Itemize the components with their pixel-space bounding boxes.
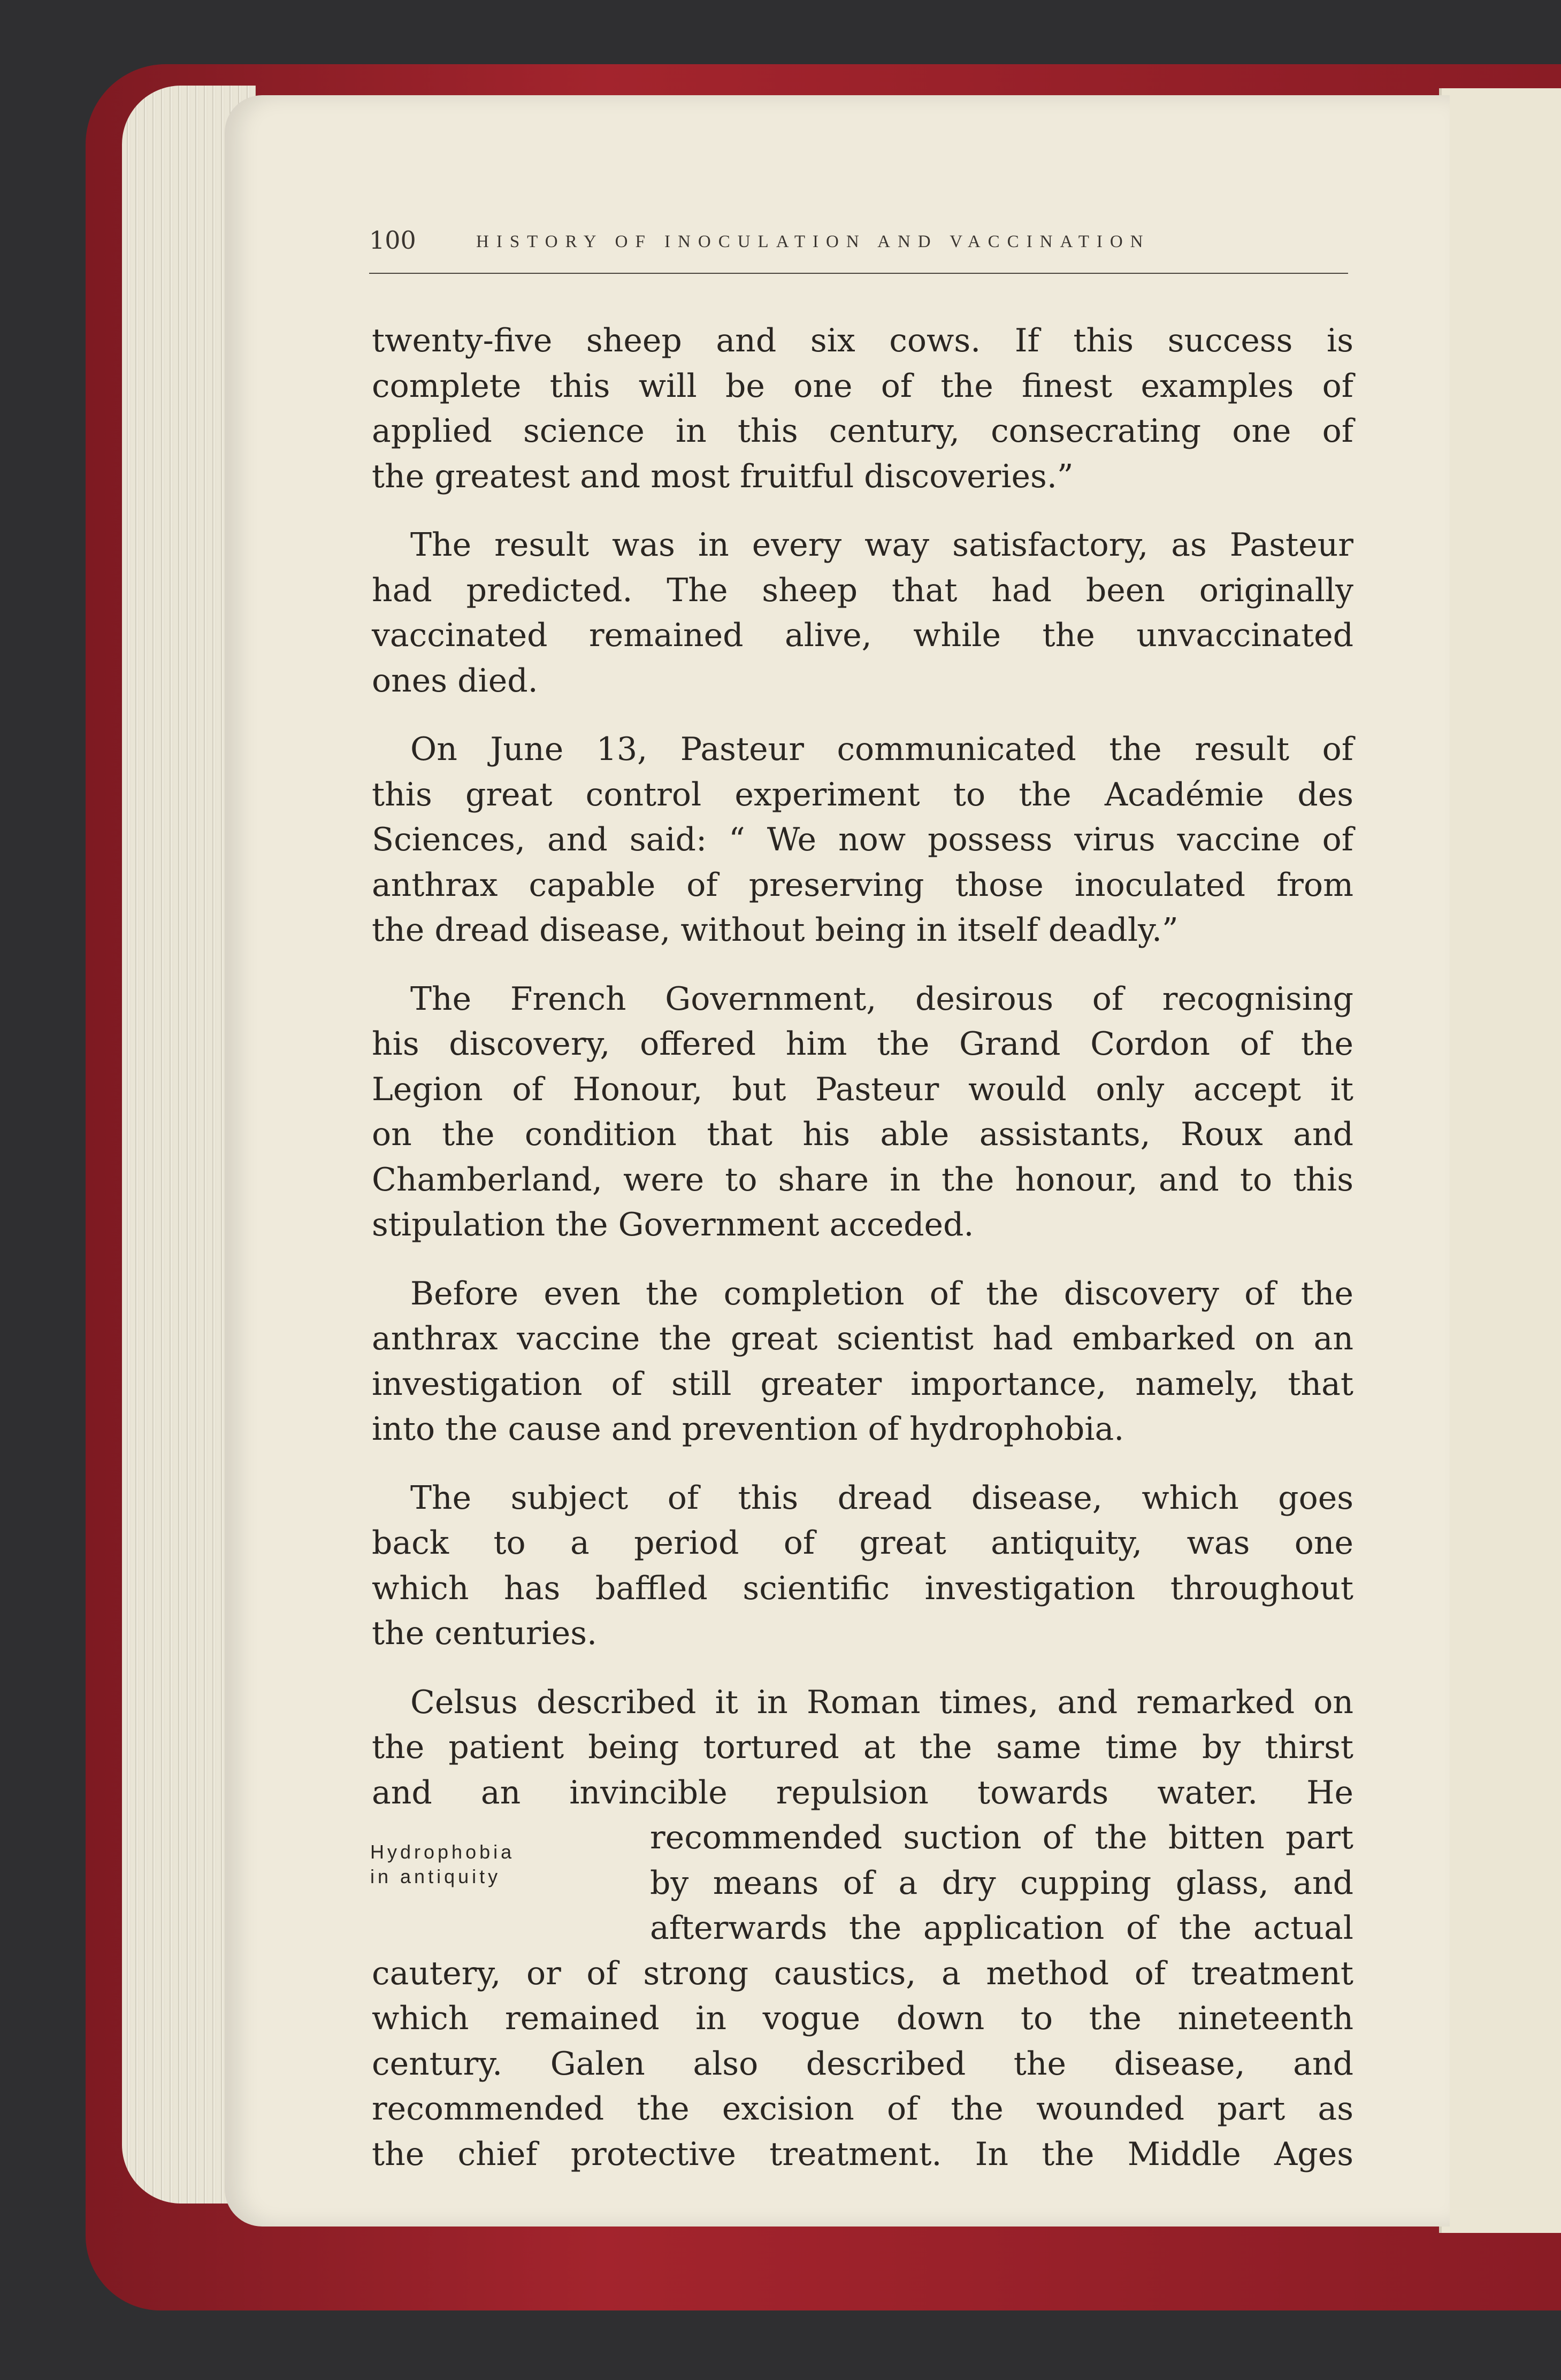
text-line: recommended the excision of the wounded part as bbox=[372, 2090, 1353, 2128]
margin-note-line: Hydrophobia bbox=[370, 1841, 515, 1863]
text-line: vaccinated remained alive, while the unvaccinated bbox=[372, 617, 1353, 654]
header-rule bbox=[369, 273, 1348, 274]
text-line: afterwards the application of the actual bbox=[650, 1909, 1353, 1947]
text-line: the dread disease, without being in itself deadly.” bbox=[372, 911, 1179, 949]
text-line: On June 13, Pasteur communicated the result of bbox=[410, 731, 1353, 768]
text-line: his discovery, offered him the Grand Cordon of the bbox=[372, 1025, 1353, 1063]
text-line: Chamberland, were to share in the honour, and to this bbox=[372, 1161, 1353, 1199]
facing-page-edge bbox=[1439, 88, 1561, 2233]
text-line: Celsus described it in Roman times, and remarked on bbox=[410, 1683, 1353, 1721]
text-line: the greatest and most fruitful discoveries.” bbox=[372, 457, 1074, 495]
text-line: and an invincible repulsion towards water. He bbox=[372, 1774, 1353, 1811]
text-line: twenty-five sheep and six cows. If this success is bbox=[372, 322, 1353, 359]
text-line: into the cause and prevention of hydrophobia. bbox=[372, 1410, 1124, 1448]
text-line: applied science in this century, consecrating one of bbox=[372, 412, 1353, 450]
text-line: by means of a dry cupping glass, and bbox=[650, 1864, 1353, 1902]
page-header bbox=[369, 226, 1348, 263]
margin-note-line: in antiquity bbox=[370, 1865, 501, 1887]
paragraph bbox=[372, 1680, 1353, 2177]
text-line: back to a period of great antiquity, was one bbox=[372, 1524, 1353, 1562]
paragraph bbox=[372, 523, 1353, 703]
text-line: on the condition that his able assistants, Roux and bbox=[372, 1116, 1353, 1153]
text-line: the chief protective treatment. In the Middle Ages bbox=[372, 2135, 1353, 2173]
text-line: ones died. bbox=[372, 662, 538, 700]
text-line: Before even the completion of the discovery of the bbox=[410, 1275, 1353, 1312]
text-line: this great control experiment to the Académie des bbox=[372, 776, 1353, 813]
indented-lines bbox=[372, 1815, 1353, 1951]
text-line: anthrax capable of preserving those inoculated from bbox=[372, 866, 1353, 904]
text-line: complete this will be one of the finest examples of bbox=[372, 367, 1353, 405]
text-line: The subject of this dread disease, which goes bbox=[410, 1479, 1353, 1517]
text-line: century. Galen also described the disease, and bbox=[372, 2045, 1353, 2083]
paragraph bbox=[372, 727, 1353, 953]
paragraph bbox=[372, 318, 1353, 499]
page-number: 100 bbox=[369, 226, 416, 255]
body-text bbox=[372, 318, 1353, 2200]
text-line: The French Government, desirous of recognising bbox=[410, 980, 1353, 1018]
text-line: had predicted. The sheep that had been originally bbox=[372, 571, 1353, 609]
text-line: which remained in vogue down to the nineteenth bbox=[372, 2000, 1353, 2037]
text-line: Legion of Honour, but Pasteur would only accept it bbox=[372, 1070, 1353, 1108]
paragraph bbox=[372, 1476, 1353, 1656]
text-line: The result was in every way satisfactory, as Pasteur bbox=[410, 526, 1353, 564]
margin-note bbox=[370, 1840, 515, 1889]
text-line: cautery, or of strong caustics, a method of treatment bbox=[372, 1954, 1353, 1992]
text-line: the patient being tortured at the same time by thirst bbox=[372, 1729, 1353, 1766]
paragraph bbox=[372, 977, 1353, 1248]
text-line: the centuries. bbox=[372, 1615, 598, 1652]
text-line: recommended suction of the bitten part bbox=[650, 1819, 1353, 1856]
running-head: HISTORY OF INOCULATION AND VACCINATION bbox=[476, 232, 1151, 251]
paragraph bbox=[372, 1271, 1353, 1452]
text-line: investigation of still greater importance, namely, that bbox=[372, 1365, 1353, 1403]
text-line: Sciences, and said: “ We now possess virus vaccine of bbox=[372, 821, 1353, 858]
text-line: stipulation the Government acceded. bbox=[372, 1206, 974, 1243]
text-line: anthrax vaccine the great scientist had embarked on an bbox=[372, 1320, 1353, 1357]
text-line: which has baffled scientific investigation throughout bbox=[372, 1569, 1353, 1607]
